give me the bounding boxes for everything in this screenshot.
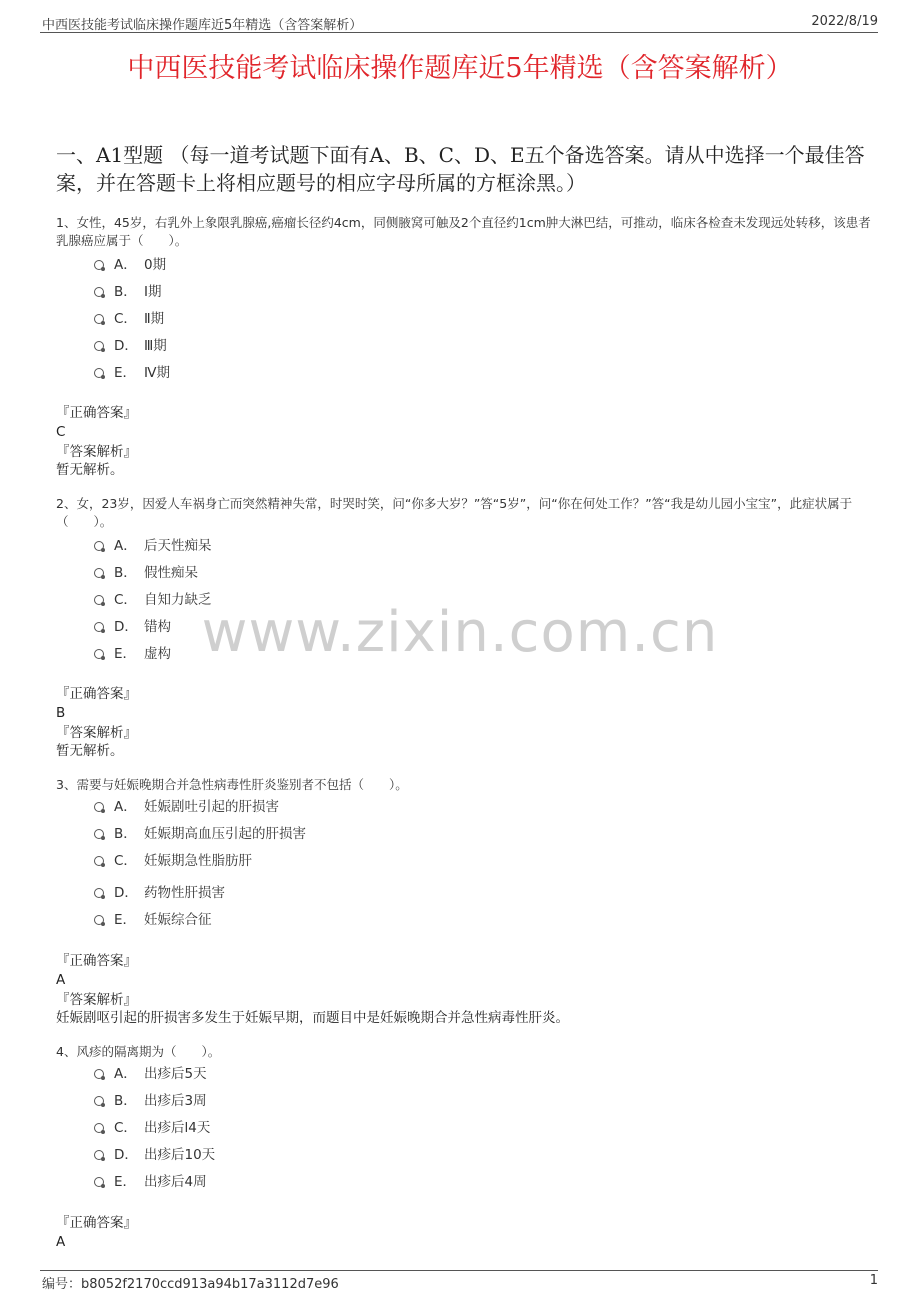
- answer-label: 『正确答案』: [56, 405, 137, 421]
- radio-icon[interactable]: [94, 856, 104, 866]
- answer-label: 『正确答案』: [56, 1215, 137, 1231]
- radio-icon[interactable]: [94, 314, 104, 324]
- question-3-analysis: 妊娠剧呕引起的肝损害多发生于妊娠早期，而题目中是妊娠晚期合并急性病毒性肝炎。: [56, 1010, 569, 1026]
- section-heading: 一、A1型题 （每一道考试题下面有A、B、C、D、E五个备选答案。请从中选择一个最佳答案，并在答题卡上将相应题号的相应字母所属的方框涂黑。）: [56, 143, 865, 195]
- question-2-analysis: 暂无解析。: [56, 743, 124, 759]
- analysis-label: 『答案解析』: [56, 444, 137, 460]
- header-doc-title: 中西医技能考试临床操作题库近5年精选（含答案解析）: [42, 18, 363, 33]
- radio-icon[interactable]: [94, 287, 104, 297]
- question-1-answer: C: [56, 424, 66, 440]
- radio-icon[interactable]: [94, 829, 104, 839]
- page-header: [40, 12, 878, 33]
- radio-icon[interactable]: [94, 595, 104, 605]
- answer-label: 『正确答案』: [56, 953, 137, 969]
- question-2-answer: B: [56, 705, 66, 721]
- radio-icon[interactable]: [94, 1069, 104, 1079]
- question-4-stem: 4、风疹的隔离期为（ ）。: [56, 1044, 221, 1059]
- radio-icon[interactable]: [94, 260, 104, 270]
- radio-icon[interactable]: [94, 541, 104, 551]
- analysis-label: 『答案解析』: [56, 725, 137, 741]
- analysis-label: 『答案解析』: [56, 992, 137, 1008]
- header-date: 2022/8/19: [811, 14, 878, 29]
- radio-icon[interactable]: [94, 341, 104, 351]
- radio-icon[interactable]: [94, 1096, 104, 1106]
- answer-label: 『正确答案』: [56, 686, 137, 702]
- question-1-stem: 1、女性，45岁，右乳外上象限乳腺癌,癌瘤长径约4cm，同侧腋窝可触及2个直径约1cm肿大淋巴结，可推动，临床各检查未发现远处转移，该患者乳腺癌应属于（ ）。: [56, 215, 871, 248]
- radio-icon[interactable]: [94, 568, 104, 578]
- radio-icon[interactable]: [94, 915, 104, 925]
- radio-icon[interactable]: [94, 1123, 104, 1133]
- question-4-answer: A: [56, 1234, 66, 1250]
- radio-icon[interactable]: [94, 888, 104, 898]
- footer-serial: 编号：b8052f2170ccd913a94b17a3112d7e96: [42, 1277, 339, 1292]
- radio-icon[interactable]: [94, 622, 104, 632]
- page-title: 中西医技能考试临床操作题库近5年精选（含答案解析）: [127, 53, 793, 84]
- question-3-stem: 3、需要与妊娠晚期合并急性病毒性肝炎鉴别者不包括（ ）。: [56, 777, 408, 792]
- radio-icon[interactable]: [94, 368, 104, 378]
- question-3-answer: A: [56, 972, 66, 988]
- question-2-stem: 2、女，23岁，因爱人车祸身亡而突然精神失常，时哭时笑，问“你多大岁？”答“5岁”，问“你在何处工作？”答“我是幼儿园小宝宝”，此症状属于（ ）。: [56, 496, 853, 529]
- question-1-analysis: 暂无解析。: [56, 462, 124, 478]
- watermark: www.zixin.com.cn: [201, 600, 719, 665]
- radio-icon[interactable]: [94, 649, 104, 659]
- radio-icon[interactable]: [94, 1177, 104, 1187]
- footer-page-number: 1: [869, 1273, 878, 1288]
- radio-icon[interactable]: [94, 802, 104, 812]
- radio-icon[interactable]: [94, 1150, 104, 1160]
- page-footer: [40, 1270, 878, 1291]
